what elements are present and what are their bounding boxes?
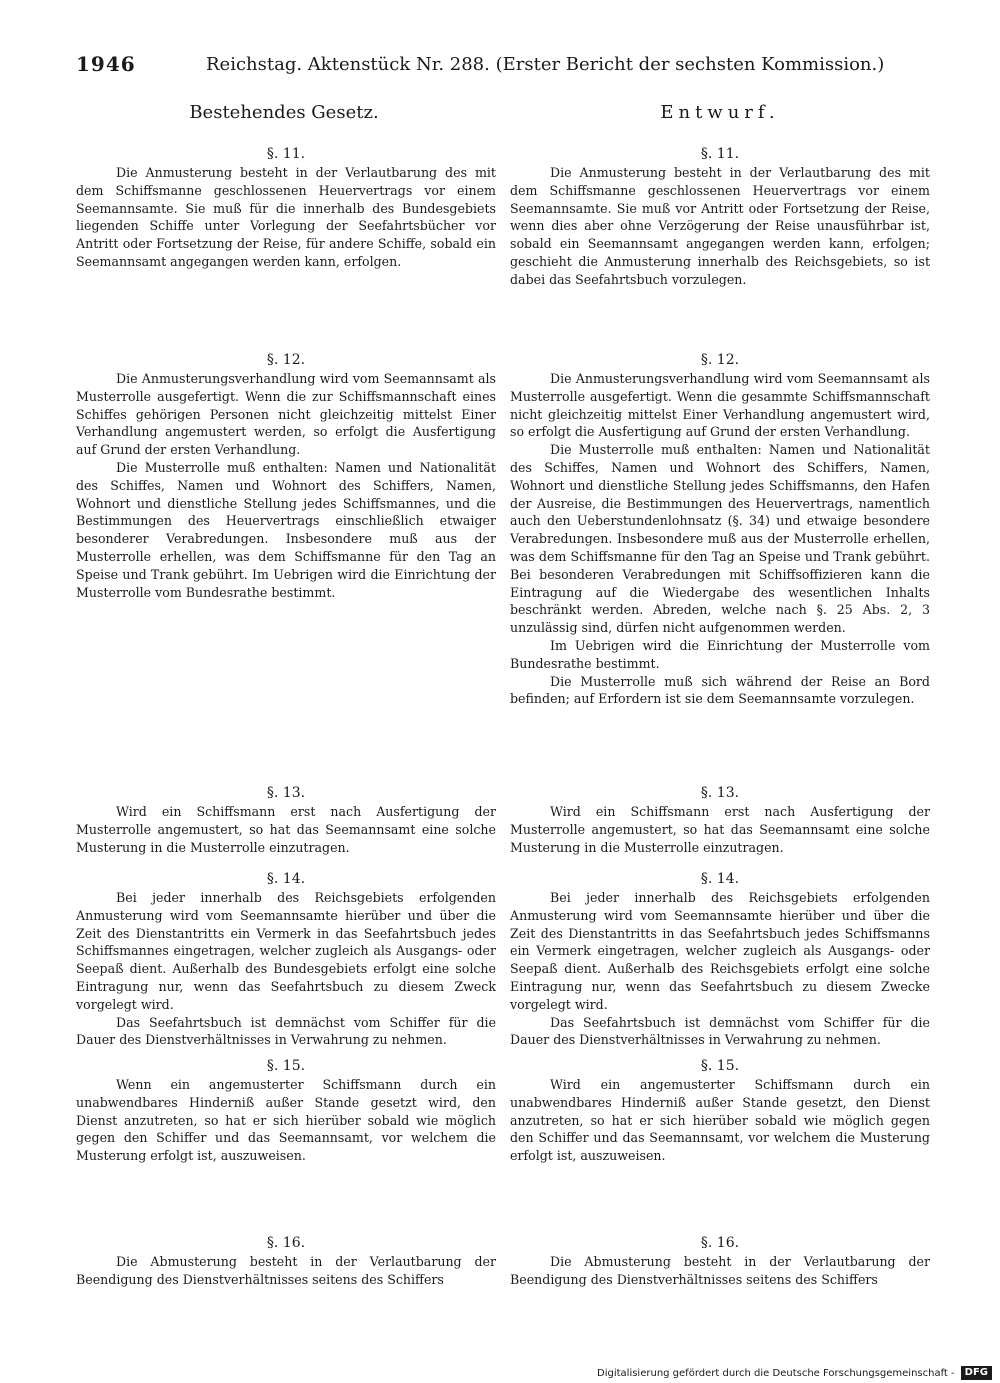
section-number: §. 12. xyxy=(266,352,306,368)
section-paragraph: Die Musterrolle muß sich während der Reise an Bord befinden; auf Erfordern ist sie dem Seemannsamte vorzulegen. xyxy=(510,673,930,707)
right-section-14 xyxy=(510,871,930,1049)
digitization-credit xyxy=(597,1366,992,1380)
page-header xyxy=(76,52,936,78)
section-number: §. 16. xyxy=(700,1235,740,1251)
section-number: §. 14. xyxy=(700,871,740,887)
right-column-title: Entwurf. xyxy=(660,102,780,123)
section-paragraph: Das Seefahrtsbuch ist demnächst vom Schiffer für die Dauer des Dienstverhältnisses in Verwahrung zu nehmen. xyxy=(510,1014,930,1048)
dfg-logo: DFG xyxy=(961,1366,992,1380)
section-number: §. 16. xyxy=(266,1235,306,1251)
section-paragraph: Wird ein angemusterter Schiffsmann durch ein unabwendbares Hinderniß außer Stande gesetzt, den Dienst anzutreten, so hat er sich hierüber sobald wie möglich gegen den Schiffer und das Seemannsamt, vor welchem die Musterung erfolgt ist, auszuweisen. xyxy=(510,1077,930,1164)
section-paragraph: Die Anmusterungsverhandlung wird vom Seemannsamt als Musterrolle ausgefertigt. Wenn die gesammte Schiffsmannschaft nicht gleichzeitig mittelst Einer Verhandlung angemustert wird, so erfolgt die Ausfertigung auf Grund der ersten Verhandlung. xyxy=(510,371,930,440)
left-section-15 xyxy=(76,1058,496,1165)
section-number: §. 13. xyxy=(700,785,740,801)
section-number: §. 11. xyxy=(700,146,740,162)
right-section-16 xyxy=(510,1235,930,1289)
section-paragraph: Die Anmusterung besteht in der Verlautbarung des mit dem Schiffsmanne geschlossenen Heuervertrags vor einem Seemannsamte. Sie muß für die innerhalb des Bundesgebiets liegenden Schiffe unter Vorlegung der Seefahrtsbücher vor Antritt oder Fortsetzung der Reise, für andere Schiffe, sobald ein Seemannsamt angegangen werden kann, erfolgen. xyxy=(76,165,496,269)
section-paragraph: Das Seefahrtsbuch ist demnächst vom Schiffer für die Dauer des Dienstverhältnisses in Verwahrung zu nehmen. xyxy=(76,1014,496,1048)
section-paragraph: Die Musterrolle muß enthalten: Namen und Nationalität des Schiffes, Namen und Wohnort des Schiffers, Namen, Wohnort und dienstliche Stellung jedes Schiffsmannes, und die Bestimmungen des Heuervertrags einschließlich etwaiger besonderer Verabredungen. Insbesondere muß aus der Musterrolle erhellen, was dem Schiffsmanne für den Tag an Speise und Trank gebührt. Im Uebrigen wird die Einrichtung der Musterrolle vom Bundesrathe bestimmt. xyxy=(76,459,496,600)
section-number: §. 11. xyxy=(266,146,306,162)
left-column-title: Bestehendes Gesetz. xyxy=(189,102,379,123)
section-paragraph: Die Abmusterung besteht in der Verlautbarung der Beendigung des Dienstverhältnisses seitens des Schiffers xyxy=(76,1254,496,1287)
page-number: 1946 xyxy=(76,52,136,76)
section-number: §. 15. xyxy=(266,1058,306,1074)
section-paragraph: Wird ein Schiffsmann erst nach Ausfertigung der Musterrolle angemustert, so hat das Seemannsamt eine solche Musterung in die Musterrolle einzutragen. xyxy=(510,804,930,855)
credit-text: Digitalisierung gefördert durch die Deutsche Forschungsgemeinschaft - xyxy=(597,1367,955,1379)
left-section-13 xyxy=(76,785,496,856)
section-number: §. 14. xyxy=(266,871,306,887)
section-paragraph: Die Musterrolle muß enthalten: Namen und Nationalität des Schiffes, Namen und Wohnort des Schiffers, Namen, Wohnort und dienstliche Stellung jedes Schiffsmanns, den Hafen der Ausreise, die Bestimmungen des Heuervertrags, namentlich auch den Ueberstundenlohnsatz (§. 34) und etwaige besondere Verabredungen. Insbesondere muß aus der Musterrolle erhellen, was dem Schiffsmanne für den Tag an Speise und Trank gebührt. Bei besonderen Verabredungen mit Schiffsoffizieren kann die Eintragung auf die Wiedergabe des wesentlichen Inhalts beschränkt werden. Abreden, welche nach §. 25 Abs. 2, 3 unzulässig sind, dürfen nicht aufgenommen werden. xyxy=(510,442,930,636)
section-paragraph: Im Uebrigen wird die Einrichtung der Musterrolle vom Bundesrathe bestimmt. xyxy=(510,637,930,671)
left-section-16 xyxy=(76,1235,496,1289)
section-number: §. 12. xyxy=(700,352,740,368)
right-section-13 xyxy=(510,785,930,856)
right-section-15 xyxy=(510,1058,930,1165)
section-number: §. 15. xyxy=(700,1058,740,1074)
left-section-14 xyxy=(76,871,496,1049)
section-paragraph: Bei jeder innerhalb des Reichsgebiets erfolgenden Anmusterung wird vom Seemannsamte hierüber und über die Zeit des Dienstantritts in das Seefahrtsbuch jedes Schiffsmanns ein Vermerk eingetragen, welcher zugleich als Ausgangs- oder Seepaß dient. Außerhalb des Reichsgebiets erfolgt eine solche Eintragung nur, wenn das Seefahrtsbuch zu diesem Zwecke vorgelegt wird. xyxy=(510,890,930,1012)
section-paragraph: Die Anmusterungsverhandlung wird vom Seemannsamt als Musterrolle ausgefertigt. Wenn die zur Schiffsmannschaft eines Schiffes gehörigen Personen nicht gleichzeitig mittelst Einer Verhandlung angemustert werden, so erfolgt die Ausfertigung auf Grund der ersten Verhandlung. xyxy=(76,371,496,458)
right-section-12 xyxy=(510,352,930,708)
running-title: Reichstag. Aktenstück Nr. 288. (Erster Bericht der sechsten Kommission.) xyxy=(206,54,885,75)
section-paragraph: Wird ein Schiffsmann erst nach Ausfertigung der Musterrolle angemustert, so hat das Seemannsamt eine solche Musterung in die Musterrolle einzutragen. xyxy=(76,804,496,855)
section-paragraph: Die Abmusterung besteht in der Verlautbarung der Beendigung des Dienstverhältnisses seitens des Schiffers xyxy=(510,1254,930,1287)
section-paragraph: Die Anmusterung besteht in der Verlautbarung des mit dem Schiffsmanne geschlossenen Heuervertrags vor einem Seemannsamte. Sie muß vor Antritt oder Fortsetzung der Reise, wenn dies aber ohne Verzögerung der Reise unausführbar ist, sobald ein Seemannsamt angegangen werden kann, erfolgen; geschieht die Anmusterung innerhalb des Reichsgebiets, so ist dabei das Seefahrtsbuch vorzulegen. xyxy=(510,165,930,287)
right-section-11 xyxy=(510,146,930,289)
left-section-11 xyxy=(76,146,496,271)
section-paragraph: Bei jeder innerhalb des Reichsgebiets erfolgenden Anmusterung wird vom Seemannsamte hierüber und über die Zeit des Dienstantritts ein Vermerk in das Seefahrtsbuch jedes Schiffsmannes eingetragen, welcher zugleich als Ausgangs- oder Seepaß dient. Außerhalb des Bundesgebiets erfolgt eine solche Eintragung nur, wenn das Seefahrtsbuch zu diesem Zweck vorgelegt wird. xyxy=(76,890,496,1012)
section-paragraph: Wenn ein angemusterter Schiffsmann durch ein unabwendbares Hinderniß außer Stande gesetzt wird, den Dienst anzutreten, so hat er sich hierüber sobald wie möglich gegen den Schiffer und das Seemannsamt, vor welchem die Musterung erfolgt ist, auszuweisen. xyxy=(76,1077,496,1164)
left-section-12 xyxy=(76,352,496,601)
section-number: §. 13. xyxy=(266,785,306,801)
